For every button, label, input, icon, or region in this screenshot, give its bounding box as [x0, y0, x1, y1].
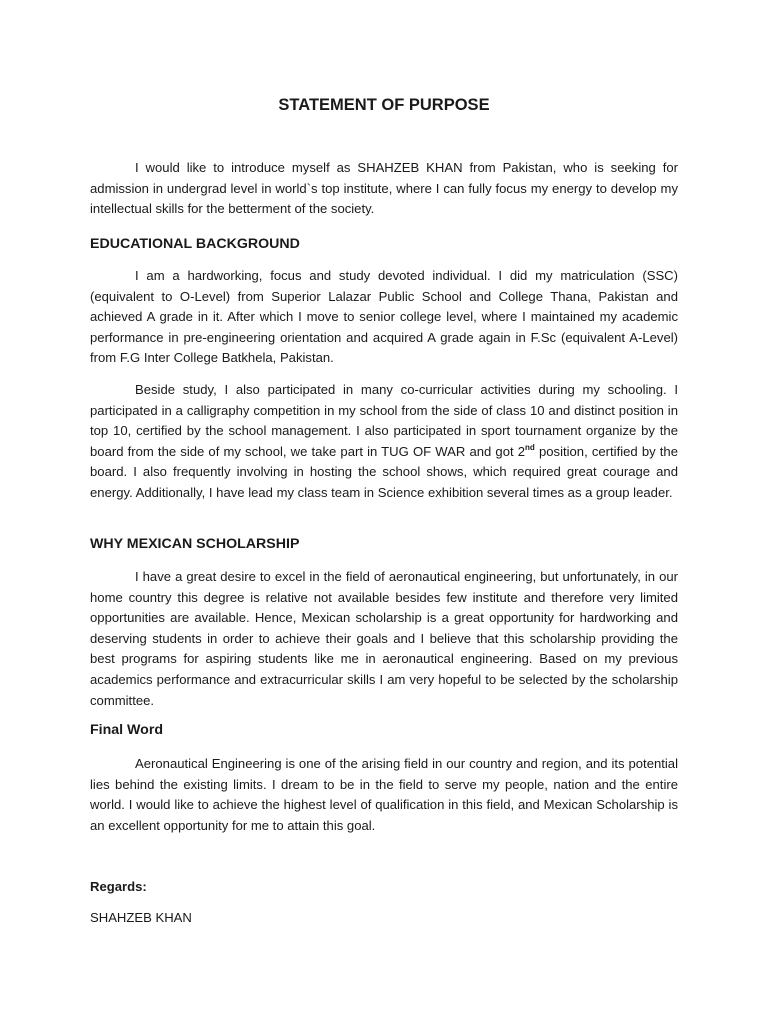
section-heading-why-mexican-scholarship: WHY MEXICAN SCHOLARSHIP [90, 536, 300, 552]
document-title: STATEMENT OF PURPOSE [278, 96, 490, 114]
scholarship-paragraph: I have a great desire to excel in the field of aeronautical engineering, but unfortunately, in our home country this degree is relative not available besides few institute and therefore very limited opportunities are available. Hence, Mexican scholarship is a great opportunity for hardworking and deserving students in order to achieve their goals and I believe that this scholarship providing the best programs for aspiring students like me in aeronautical engineering. Based on my previous academics performance and extracurricular skills I am very hopeful to be selected by the scholarship committee. [90, 569, 678, 708]
section-heading-final-word: Final Word [90, 722, 164, 738]
education-paragraph-2-text-b: position, certified by the board. I also frequently involving in hosting the school shows, which required great courage and energy. Additionally, I have lead my class team in Science exhibition several times as a group leader. [90, 443, 678, 500]
signature-name: SHAHZEB KHAN [90, 910, 192, 925]
intro-paragraph: I would like to introduce myself as SHAHZEB KHAN from Pakistan, who is seeking for admission in undergrad level in world`s top institute, where I can fully focus my energy to develop my intellectual skills for the betterment of the society. [90, 160, 678, 217]
ordinal-suffix: nd [525, 442, 535, 452]
education-paragraph-2 [90, 380, 678, 504]
final-word-paragraph: Aeronautical Engineering is one of the arising field in our country and region, and its potential lies behind the existing limits. I dream to be in the field to serve my people, nation and the entire world. I would like to achieve the highest level of qualification in this field, and Mexican Scholarship is an excellent opportunity for me to attain this goal. [90, 756, 678, 833]
education-paragraph-1: I am a hardworking, focus and study devoted individual. I did my matriculation (SSC) (equivalent to O-Level) from Superior Lalazar Public School and College Thana, Pakistan and achieved A grade in it. After which I move to senior college level, where I maintained my academic performance in pre-engineering orientation and acquired A grade again in F.Sc (equivalent A-Level) from F.G Inter College Batkhela, Pakistan. [90, 268, 678, 366]
education-paragraph-2-text-a: Beside study, I also participated in many co-curricular activities during my schooling. I participated in a calligraphy competition in my school from the side of class 10 and distinct position in top 10, certified by the school management. I also participated in sport tournament organize by the board from the side of my school, we take part in TUG OF WAR and got 2 [90, 382, 678, 459]
section-heading-educational-background: EDUCATIONAL BACKGROUND [90, 236, 300, 252]
closing-regards: Regards: [90, 879, 147, 894]
